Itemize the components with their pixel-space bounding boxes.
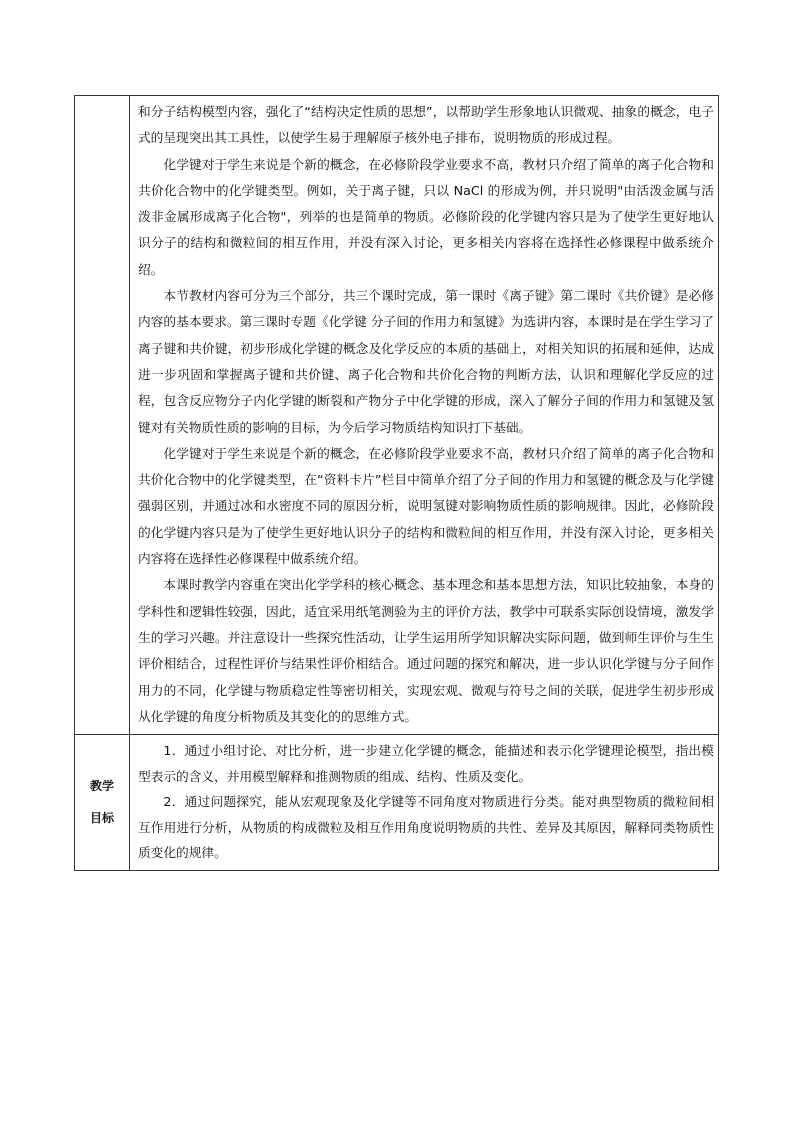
goals-label-line1: 教学	[89, 779, 114, 794]
goals-label-cell	[75, 735, 130, 871]
lesson-plan-table	[74, 95, 719, 871]
empty-label-cell	[75, 96, 130, 735]
paragraph: 和分子结构模型内容，强化了“结构决定性质的思想”，以帮助学生形象地认识微观、抽象的概念，电子式的呈现突出其工具性，以使学生易于理解原子核外电子排布，说明物质的形成过程。	[138, 104, 714, 146]
goals-label-line2: 目标	[89, 811, 114, 826]
analysis-row	[75, 96, 719, 735]
analysis-content-cell	[130, 96, 719, 735]
goal-item: 2．通过问题探究，能从宏观现象及化学键等不同角度对物质进行分类。能对典型物质的微粒间相互作用进行分析，从物质的构成微粒及相互作用角度说明物质的共性、差异及其原因，解释同类物质性质变化的规律。	[138, 794, 714, 861]
goals-row	[75, 735, 719, 871]
paragraph: 本节教材内容可分为三个部分，共三个课时完成，第一课时《离子键》第二课时《共价键》是必修内容的基本要求。第三课时专题《化学键 分子间的作用力和氢键》为选讲内容，本课时是在学生学习了离子键和共价键，初步形成化学键的概念及化学反应的本质的基础上，对相关知识的拓展和延伸，达成进一步巩固和掌握离子键和共价键、离子化合物和共价化合物的判断方法，认识和理解化学反应的过程，包含反应物分子内化学键的断裂和产物分子中化学键的形成，深入了解分子间的作用力和氢键及氢键对有关物质性质的影响的目标，为今后学习物质结构知识打下基础。	[138, 288, 714, 435]
paragraph: 化学键对于学生来说是个新的概念，在必修阶段学业要求不高，教材只介绍了简单的离子化合物和共价化合物中的化学键类型。例如，关于离子键，只以 NaCl 的形成为例，并只说明"由活泼金属与活泼非金属形成离子化合物"，列举的也是简单的物质。必修阶段的化学键内容只是为了使学生更好地认识分子的结构和微粒间的相互作用，并没有深入讨论，更多相关内容将在选择性必修课程中做系统介绍。	[138, 156, 714, 277]
paragraph: 本课时教学内容重在突出化学学科的核心概念、基本理念和基本思想方法，知识比较抽象，本身的学科性和逻辑性较强，因此，适宜采用纸笔测验为主的评价方法，教学中可联系实际创设情境，激发学生的学习兴趣。并注意设计一些探究性活动，让学生运用所学知识解决实际问题，做到师生评价与生生评价相结合，过程性评价与结果性评价相结合。通过问题的探究和解决，进一步认识化学键与分子间作用力的不同，化学键与物质稳定性等密切相关，实现宏观、微观与符号之间的关联，促进学生初步形成从化学键的角度分析物质及其变化的的思维方式。	[138, 577, 714, 724]
analysis-content	[130, 96, 718, 734]
goals-content-cell	[130, 735, 719, 871]
goal-item: 1．通过小组讨论、对比分析，进一步建立化学键的概念，能描述和表示化学键理论模型，指出模型表示的含义，并用模型解释和推测物质的组成、结构、性质及变化。	[138, 743, 714, 784]
paragraph: 化学键对于学生来说是个新的概念，在必修阶段学业要求不高，教材只介绍了简单的离子化合物和共价化合物中的化学键类型，在“资料卡片”栏目中简单介绍了分子间的作用力和氢键的概念及与化学键强弱区别，并通过冰和水密度不同的原因分析，说明氢键对影响物质性质的影响规律。因此，必修阶段的化学键内容只是为了使学生更好地认识分子的结构和微粒间的相互作用，并没有深入讨论，更多相关内容将在选择性必修课程中做系统介绍。	[138, 445, 714, 567]
goals-content	[130, 735, 718, 870]
